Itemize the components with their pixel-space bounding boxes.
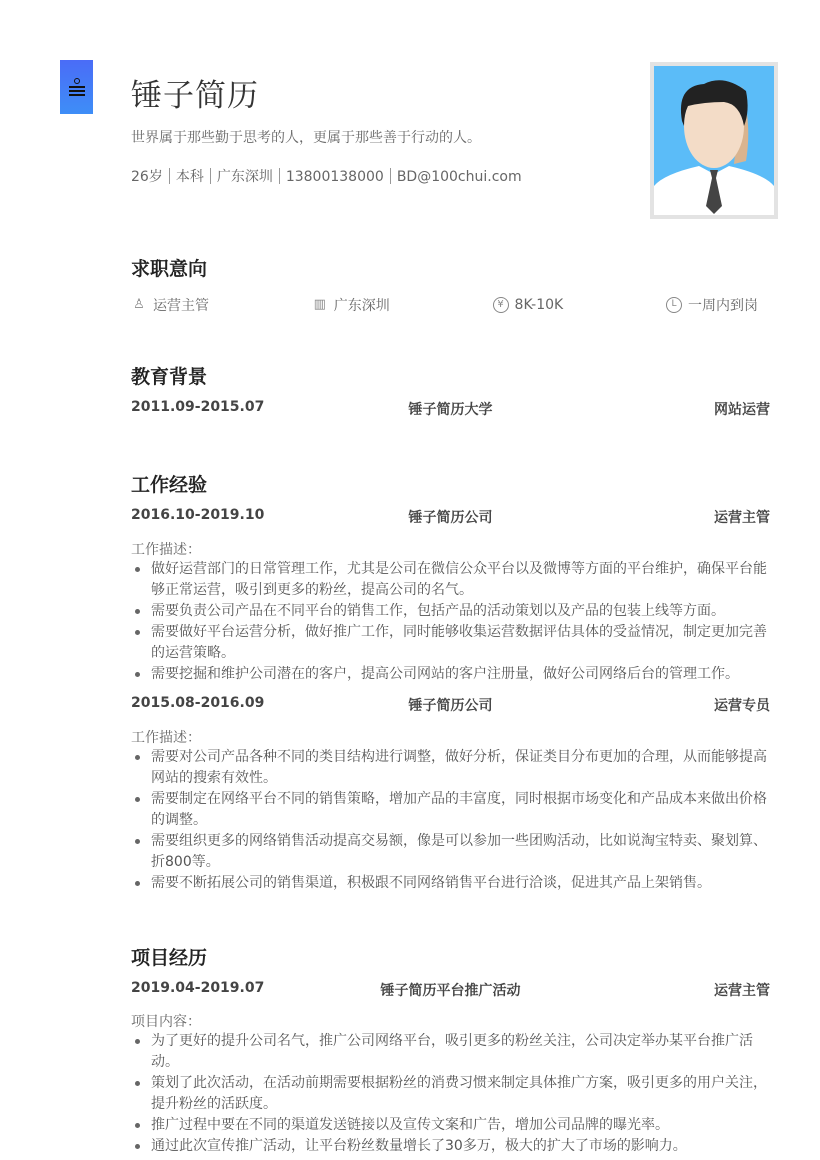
job-role: 运营主管 [714,510,770,526]
intent-salary: ¥ 8K-10K [493,295,564,315]
project-name: 锤子简历平台推广活动 [380,983,521,999]
education-section [131,362,770,419]
job-company: 锤子简历公司 [408,698,493,714]
list-item: 需要做好平台运营分析，做好推广工作，同时能够收集运营数据评估具体的受益情况，制定更加完善的运营策略。 [131,622,770,664]
job-intent-section [131,254,770,315]
job-entry [131,695,770,894]
list-item: 通过此次宣传推广活动，让平台粉丝数量增长了30多万，极大的扩大了市场的影响力。 [131,1136,770,1157]
degree: 本科 [175,169,204,185]
person-icon [74,78,80,84]
list-item: 做好运营部门的日常管理工作，尤其是公司在微信公众平台以及微博等方面的平台维护，确保平台能够正常运营，吸引到更多的粉丝，提高公司的名气。 [131,559,770,601]
list-item: 需要制定在网络平台不同的销售策略，增加产品的丰富度，同时根据市场变化和产品成本来做出价格的调整。 [131,789,770,831]
resume-logo-badge [60,60,93,114]
email: BD@100chui.com [396,169,522,185]
tie-icon: ♙ [133,297,145,312]
list-item: 需要组织更多的网络销售活动提高交易额，像是可以参加一些团购活动，比如说淘宝特卖、聚划算、折800等。 [131,831,770,873]
section-title: 工作经验 [131,474,208,496]
section-title: 项目经历 [131,947,208,969]
project-section [131,943,770,1157]
yen-icon: ¥ [493,297,509,313]
job-label: 工作描述： [131,542,201,558]
intent-availability: L 一周内到岗 [666,295,758,315]
edu-date: 2011.09-2015.07 [131,399,265,415]
edu-major: 网站运营 [714,402,770,418]
work-section [131,470,770,894]
list-item: 需要不断拓展公司的销售渠道，积极跟不同网络销售平台进行洽谈，促进其产品上架销售。 [131,873,770,894]
job-duties [131,559,770,685]
list-item: 推广过程中要在不同的渠道发送链接以及宣传文案和广告，增加公司品牌的曝光率。 [131,1115,770,1136]
job-label: 工作描述： [131,730,201,746]
list-item: 需要负责公司产品在不同平台的销售工作，包括产品的活动策划以及产品的包装上线等方面。 [131,601,770,622]
section-title: 教育背景 [131,366,208,388]
job-date: 2016.10-2019.10 [131,507,265,523]
project-role: 运营主管 [714,983,770,999]
project-list [131,1031,770,1157]
job-duties [131,747,770,894]
basic-info [131,166,522,186]
job-entry [131,507,770,685]
list-item: 策划了此次活动，在活动前期需要根据粉丝的消费习惯来制定具体推广方案，吸引更多的用户关注，提升粉丝的活跃度。 [131,1073,770,1115]
job-role: 运营专员 [714,698,770,714]
age: 26岁 [131,169,163,185]
avatar-photo [650,62,778,219]
building-icon: ▥ [313,297,326,312]
list-item: 需要挖掘和维护公司潜在的客户，提高公司网站的客户注册量，做好公司网络后台的管理工作。 [131,664,770,685]
clock-icon: L [666,297,682,313]
list-item: 需要对公司产品各种不同的类目结构进行调整，做好分析，保证类目分布更加的合理，从而能够提高网站的搜索有效性。 [131,747,770,789]
project-label: 项目内容： [131,1014,201,1030]
job-company: 锤子简历公司 [408,510,493,526]
job-date: 2015.08-2016.09 [131,695,265,711]
intent-city: ▥ 广东深圳 [313,297,390,314]
project-date: 2019.04-2019.07 [131,980,265,996]
list-item: 为了更好的提升公司名气，推广公司网络平台，吸引更多的粉丝关注，公司决定举办某平台推广活动。 [131,1031,770,1073]
motto: 世界属于那些勤于思考的人，更属于那些善于行动的人。 [131,130,481,146]
location: 广东深圳 [216,169,273,185]
intent-position: ♙ 运营主管 [131,295,209,315]
edu-school: 锤子简历大学 [408,402,493,418]
section-title: 求职意向 [131,258,208,280]
phone: 13800138000 [285,169,384,185]
resume-name: 锤子简历 [131,78,259,114]
